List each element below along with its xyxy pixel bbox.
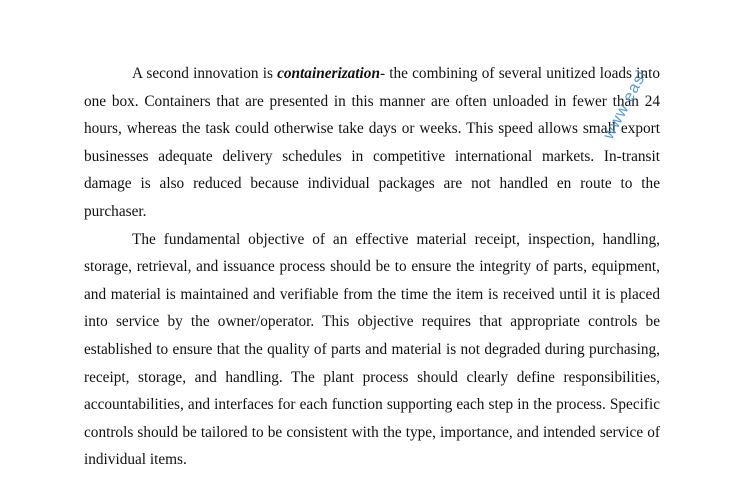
paragraph-1-lead: A second innovation is <box>132 65 278 82</box>
paragraph-material-receipt <box>84 226 660 474</box>
watermark: www.easi <box>600 67 651 143</box>
paragraph-1-body: - the combining of several unitized loads into one box. Containers that are presented in this manner are often unloaded in fewer than 24 hours, whereas the task could otherwise take days or weeks. This speed allows small export businesses adequate delivery schedules in competitive international markets. In-transit damage is also reduced because individual packages are not handled en route to the purchaser. <box>84 65 660 220</box>
paragraph-containerization <box>84 60 660 226</box>
paragraph-2-body: The fundamental objective of an effective material receipt, inspection, handling, storage, retrieval, and issuance process should be to ensure the integrity of parts, equipment, and material is maintained and verifiable from the time the item is received until it is placed into service by the owner/operator. This objective requires that appropriate controls be established to ensure that the quality of parts and material is not degraded during purchasing, receipt, storage, and handling. The plant process should clearly define responsibilities, accountabilities, and interfaces for each function supporting each step in the process. Specific controls should be tailored to be consistent with the type, importance, and intended service of individual items. <box>84 230 660 469</box>
emphasized-term: containerization <box>277 65 380 82</box>
document-body <box>84 60 660 474</box>
